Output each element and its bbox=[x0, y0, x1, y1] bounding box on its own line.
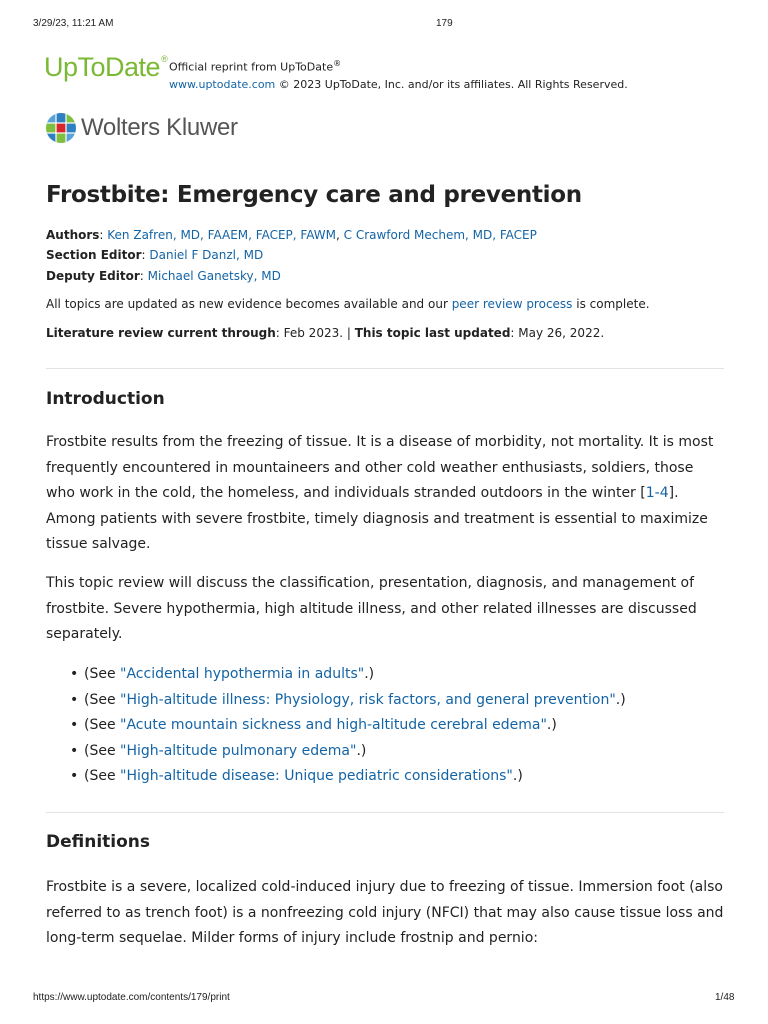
reprint-line: Official reprint from UpToDate bbox=[169, 60, 334, 74]
article-title: Frostbite: Emergency care and prevention bbox=[46, 182, 582, 208]
wolters-kluwer-name: Wolters Kluwer bbox=[81, 114, 238, 141]
reprint-notice bbox=[169, 55, 628, 93]
see-also-link[interactable]: "High-altitude illness: Physiology, risk factors, and general prevention" bbox=[120, 691, 616, 708]
deputy-editor-label: Deputy Editor bbox=[46, 269, 140, 283]
see-also-link[interactable]: "Accidental hypothermia in adults" bbox=[120, 666, 365, 682]
introduction-heading: Introduction bbox=[46, 389, 165, 409]
deputy-editor-line: Deputy Editor: Michael Ganetsky, MD bbox=[46, 269, 281, 283]
section-editor-link[interactable]: Daniel F Danzl, MD bbox=[149, 248, 264, 262]
see-also-link[interactable]: "High-altitude pulmonary edema" bbox=[120, 742, 357, 759]
list-item: • (See "Accidental hypothermia in adults".) bbox=[46, 662, 626, 688]
list-item: • (See "High-altitude disease: Unique pediatric considerations".) bbox=[46, 764, 626, 790]
list-item: • (See "High-altitude pulmonary edema".) bbox=[46, 739, 626, 765]
section-divider bbox=[46, 812, 724, 813]
introduction-paragraph-1: Frostbite results from the freezing of tissue. It is a disease of morbidity, not mortality. It is most frequently encountered in mountaineers and other cold weather enthusiasts, soldiers, those who work in the cold, the homeless, and individuals stranded outdoors in the winter [1-4]. Among patients with severe frostbite, timely diagnosis and treatment is essential to maximize tissue salvage. bbox=[46, 434, 714, 552]
print-page-id: 179 bbox=[436, 18, 453, 29]
wolters-kluwer-logo bbox=[46, 113, 238, 143]
author-link[interactable]: C Crawford Mechem, MD, FACEP bbox=[343, 228, 537, 242]
review-dates bbox=[46, 326, 604, 340]
print-url: https://www.uptodate.com/contents/179/print bbox=[33, 992, 230, 1003]
section-editor-line: Section Editor: Daniel F Danzl, MD bbox=[46, 248, 264, 262]
deputy-editor-link[interactable]: Michael Ganetsky, MD bbox=[147, 269, 281, 283]
see-also-link[interactable]: "High-altitude disease: Unique pediatric considerations" bbox=[120, 768, 513, 784]
print-page-count: 1/48 bbox=[715, 992, 735, 1003]
section-editor-label: Section Editor bbox=[46, 248, 142, 262]
see-also-link[interactable]: "Acute mountain sickness and high-altitude cerebral edema" bbox=[120, 717, 547, 733]
see-also-list bbox=[46, 662, 626, 790]
copyright-text: © 2023 UpToDate, Inc. and/or its affiliates. All Rights Reserved. bbox=[278, 77, 628, 91]
list-item: • (See "High-altitude illness: Physiology, risk factors, and general prevention".) bbox=[46, 688, 626, 714]
definitions-heading: Definitions bbox=[46, 832, 151, 852]
reference-link[interactable]: 1-4 bbox=[645, 485, 669, 501]
uptodate-logo-text: UpToDate bbox=[44, 52, 161, 82]
authors-label: Authors bbox=[46, 228, 100, 242]
update-note: All topics are updated as new evidence becomes available and our peer review process is complete. bbox=[46, 297, 650, 311]
registered-mark: ® bbox=[333, 59, 342, 68]
print-datetime: 3/29/23, 11:21 AM bbox=[33, 18, 114, 29]
registered-mark: ® bbox=[161, 54, 168, 64]
section-divider bbox=[46, 368, 724, 369]
last-updated-value: : May 26, 2022. bbox=[510, 326, 605, 340]
uptodate-logo[interactable] bbox=[44, 52, 167, 83]
list-item: • (See "Acute mountain sickness and high-altitude cerebral edema".) bbox=[46, 713, 626, 739]
last-updated-label: This topic last updated bbox=[354, 326, 511, 340]
introduction-paragraph-2: This topic review will discuss the classification, presentation, diagnosis, and management of frostbite. Severe hypothermia, high altitude illness, and other related illnesses are discussed separately. bbox=[46, 575, 697, 642]
author-link[interactable]: Ken Zafren, MD, FAAEM, FACEP, FAWM bbox=[107, 228, 336, 242]
authors-list: Ken Zafren, MD, FAAEM, FACEP, FAWM, C Crawford Mechem, MD, FACEP bbox=[107, 228, 537, 242]
definitions-paragraph-1: Frostbite is a severe, localized cold-induced injury due to freezing of tissue. Immersion foot (also referred to as trench foot) is a nonfreezing cold injury (NFCI) that may also cause tissue loss and long-term sequelae. Milder forms of injury include frostnip and pernio: bbox=[46, 879, 724, 946]
lit-review-value: : Feb 2023. | bbox=[275, 326, 355, 340]
uptodate-site-link[interactable]: www.uptodate.com bbox=[169, 77, 276, 91]
wolters-kluwer-globe-icon bbox=[46, 113, 76, 143]
lit-review-label: Literature review current through bbox=[46, 326, 276, 340]
peer-review-link[interactable]: peer review process bbox=[451, 297, 573, 311]
authors-line: Authors: Ken Zafren, MD, FAAEM, FACEP, FAWM, C Crawford Mechem, MD, FACEP bbox=[46, 228, 537, 242]
